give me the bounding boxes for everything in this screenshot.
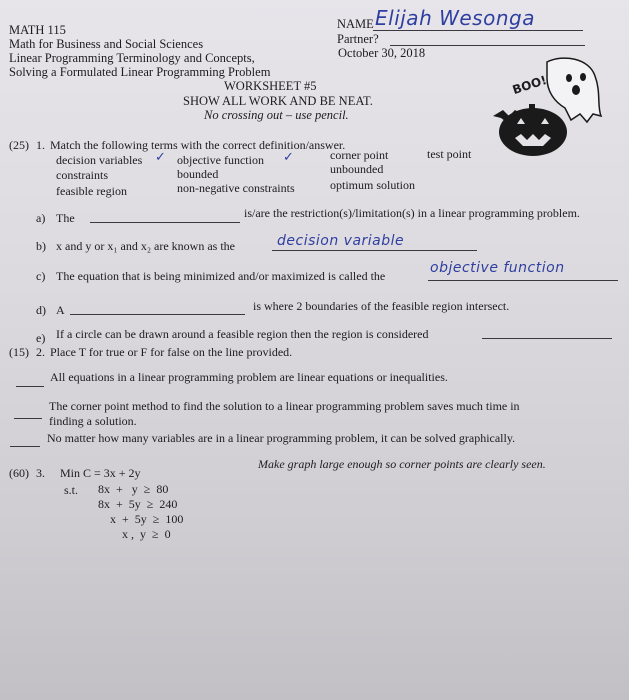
q3-number: 3. [36,466,45,480]
q3-objective: Min C = 3x + 2y [60,466,141,480]
q1e-text: If a circle can be drawn around a feasible region then the region is considered [56,327,429,341]
q1d-answer-line [70,314,245,315]
q2-item-3: No matter how many variables are in a linear programming problem, it can be solved graphically. [47,431,516,445]
q2-item-2-cont: finding a solution. [49,414,137,428]
q2-points: (15) [9,345,29,359]
q1a-post: is/are the restriction(s)/limitation(s) in a linear programming problem. [244,206,580,220]
term-constraints: constraints [56,168,108,182]
term-corner-point: corner point [330,148,389,162]
instruction: SHOW ALL WORK AND BE NEAT. [183,94,373,108]
checkmark: ✓ [155,150,167,165]
q1-points: (25) [9,138,29,152]
partner-label: Partner? [337,32,379,46]
term-non-negative-constraints: non-negative constraints [177,181,295,195]
q2-answer-line-1 [16,386,44,387]
worksheet-topic: Linear Programming Terminology and Concepts, [9,51,255,65]
term-test-point: test point [427,147,472,161]
q3-st: s.t. [64,483,79,497]
name-label: NAME [337,17,374,31]
q1b-text: x and y or x₁ and x₂ are known as the [56,239,235,253]
q1c-text: The equation that is being minimized and/or maximized is called the [56,269,386,283]
q2-prompt: Place T for true or F for false on the line provided. [50,345,293,359]
term-unbounded: unbounded [330,162,384,176]
q2-answer-line-2 [14,418,42,419]
q3-graph-note: Make graph large enough so corner points are clearly seen. [258,457,546,471]
q1-prompt: Match the following terms with the correct definition/answer. [50,138,346,152]
q2-item-1: All equations in a linear programming problem are linear equations or inequalities. [50,370,448,384]
checkmark: ✓ [283,150,295,165]
term-optimum-solution: optimum solution [330,178,416,192]
q1b-answer-line [272,250,477,251]
term-feasible-region: feasible region [56,184,127,198]
halloween-ghost-icon [485,52,615,162]
term-decision-variables: decision variables [56,153,143,167]
pencil-note: No crossing out – use pencil. [204,108,349,122]
q1a-label: a) [36,211,46,225]
q1-number: 1. [36,138,45,152]
q3-constraint-4: x , y ≥ 0 [122,527,171,541]
q1e-answer-line [482,338,612,339]
q1d-pre: A [56,303,65,317]
worksheet-topic-2: Solving a Formulated Linear Programming Problem [9,65,271,79]
name-line [373,30,583,31]
term-bounded: bounded [177,167,219,181]
q2-answer-line-3 [10,446,40,447]
q1c-answer-line [428,280,618,281]
worksheet-title: WORKSHEET #5 [224,79,317,93]
q1d-post: is where 2 boundaries of the feasible region intersect. [253,299,510,313]
course-code: MATH 115 [9,23,66,37]
date: October 30, 2018 [338,46,426,60]
q2-number: 2. [36,345,45,359]
q1e-label: e) [36,331,46,345]
boo-text: BOO! [510,72,549,98]
course-subject: Math for Business and Social Sciences [9,37,204,51]
q1c-handwritten-answer: objective function [430,260,565,276]
q3-constraint-1: 8x + y ≥ 80 [98,482,169,496]
q2-item-2: The corner point method to find the solution to a linear programming problem saves much time in [49,399,520,413]
q3-constraint-3: x + 5y ≥ 100 [110,512,184,526]
q3-constraint-2: 8x + 5y ≥ 240 [98,497,178,511]
q1d-label: d) [36,303,46,317]
q1b-label: b) [36,239,46,253]
q1b-handwritten-answer: decision variable [277,233,405,249]
name-handwritten: Elijah Wesonga [375,6,535,30]
q1a-answer-line [90,222,240,223]
q3-points: (60) [9,466,29,480]
q1a-pre: The [56,211,75,225]
term-objective-function: objective function [177,153,264,167]
q1c-label: c) [36,269,46,283]
